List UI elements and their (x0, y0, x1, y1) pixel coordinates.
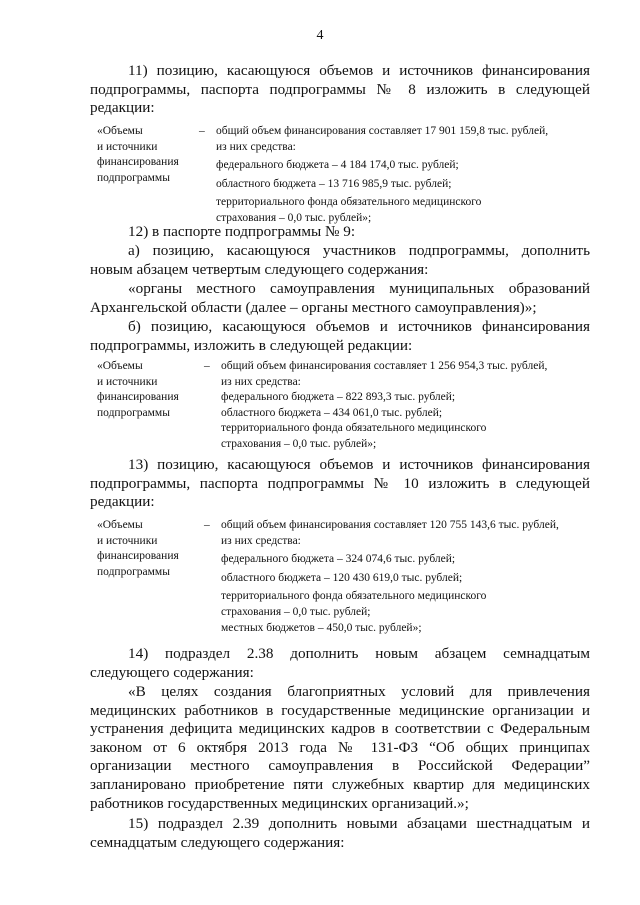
item-15 (90, 815, 590, 852)
table-line: областного бюджета – 434 061,0 тыс. рублей; (221, 406, 443, 419)
table-line: территориального фонда обязательного медицинского (221, 422, 487, 435)
item-14 (90, 645, 590, 682)
funding-table-subprogram-9 (90, 359, 610, 451)
item-14-quote (90, 683, 590, 813)
table-label: «Объемы и источники финансирования подпрограммы (97, 360, 179, 419)
table-line: областного бюджета – 120 430 619,0 тыс. рублей; (221, 571, 463, 584)
table-line: из них средства: (216, 140, 296, 153)
funding-table-subprogram-10 (90, 518, 610, 634)
table-details (221, 518, 617, 636)
table-line: общий объем финансирования составляет 17 901 159,8 тыс. рублей, (216, 125, 549, 137)
table-line: местных бюджетов – 450,0 тыс. рублей»; (221, 621, 422, 634)
page-number: 4 (316, 28, 324, 43)
table-dash: – (204, 360, 210, 372)
funding-table-subprogram-8 (90, 124, 610, 224)
item-12-quote-text: «органы местного самоуправления муниципальных образований Архангельской области (далее – органы местного самоуправления)»; (90, 280, 590, 316)
table-line: страхования – 0,0 тыс. рублей»; (221, 437, 377, 450)
item-12 (90, 223, 590, 242)
table-label: «Объемы и источники финансирования подпрограммы (97, 519, 179, 578)
table-line: общий объем финансирования составляет 1 256 954,3 тыс. рублей, (221, 360, 548, 372)
table-line: федерального бюджета – 822 893,3 тыс. рублей; (221, 391, 456, 404)
table-line: федерального бюджета – 4 184 174,0 тыс. рублей; (216, 159, 459, 172)
table-label: «Объемы и источники финансирования подпрограммы (97, 125, 179, 184)
table-line: страхования – 0,0 тыс. рублей; (221, 605, 371, 618)
item-12b (90, 318, 590, 355)
item-14-text: 14) подраздел 2.38 дополнить новым абзацем семнадцатым следующего содержания: (90, 645, 590, 681)
table-dash: – (204, 519, 210, 531)
item-12-quote (90, 280, 590, 317)
item-13-text: 13) позицию, касающуюся объемов и источников финансирования подпрограммы, паспорта подпрограммы № 10 изложить в следующей редакции: (90, 456, 590, 511)
table-line: территориального фонда обязательного медицинского (221, 590, 487, 603)
table-line: федерального бюджета – 324 074,6 тыс. рублей; (221, 553, 456, 566)
item-13 (90, 456, 590, 512)
item-14-quote-text: «В целях создания благоприятных условий для привлечения медицинских работников в государственные медицинские организации и устранения дефицита медицинских кадров в соответствии с Федеральным законом от 6 октября 2013 года № 131-ФЗ “Об общих принципах организации местного самоуправления в Российской Федерации” запланировано приобретение пяти служебных квартир для медицинских работников государственных медицинских организаций.»; (90, 683, 590, 812)
item-11 (90, 62, 590, 118)
item-12a (90, 242, 590, 279)
table-line: областного бюджета – 13 716 985,9 тыс. рублей; (216, 177, 452, 190)
table-line: из них средства: (221, 534, 301, 547)
item-12-text: 12) в паспорте подпрограммы № 9: (128, 223, 356, 240)
table-line: из них средства: (221, 375, 301, 388)
table-line: территориального фонда обязательного медицинского (216, 196, 482, 209)
item-12b-text: б) позицию, касающуюся объемов и источников финансирования подпрограммы, изложить в следующей редакции: (90, 318, 590, 354)
table-line: общий объем финансирования составляет 120 755 143,6 тыс. рублей, (221, 519, 559, 531)
item-15-text: 15) подраздел 2.39 дополнить новыми абзацами шестнадцатым и семнадцатым следующего содержания: (90, 815, 590, 851)
item-11-text: 11) позицию, касающуюся объемов и источников финансирования подпрограммы, паспорта подпрограммы № 8 изложить в следующей редакции: (90, 62, 590, 117)
table-line: страхования – 0,0 тыс. рублей»; (216, 211, 372, 224)
table-details (216, 124, 612, 227)
table-dash: – (199, 125, 205, 137)
item-12a-text: а) позицию, касающуюся участников подпрограммы, дополнить новым абзацем четвертым следующего содержания: (90, 242, 590, 278)
table-details (221, 359, 617, 453)
